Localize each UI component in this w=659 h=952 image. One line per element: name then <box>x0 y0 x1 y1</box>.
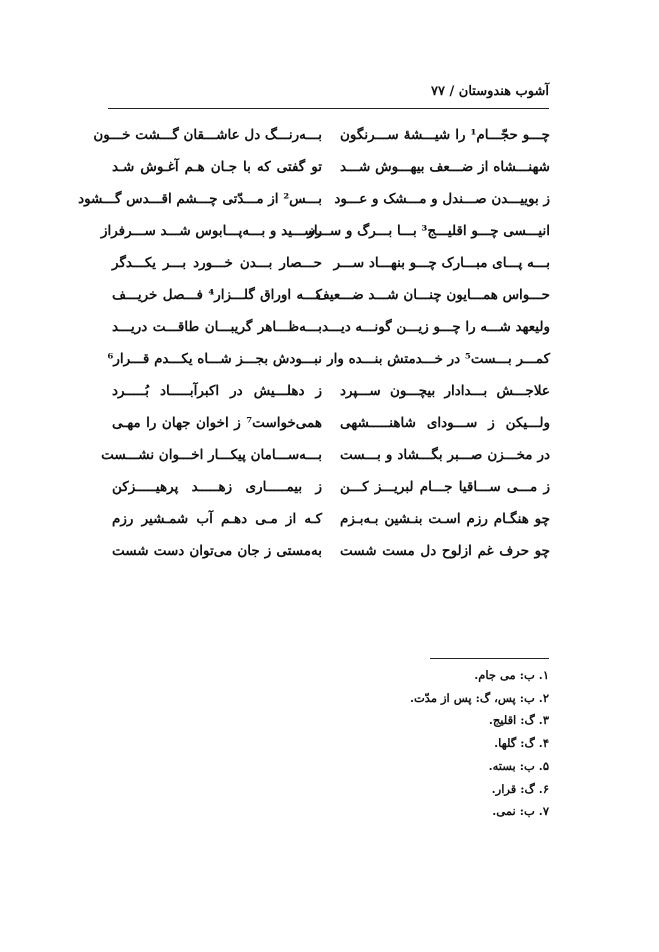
hemistich-second: رســـید و بـــه‌پـــابوس شـــد ســـرفراز <box>100 223 322 239</box>
couplet <box>0 312 659 342</box>
footnote: ۷. ب: نمی. <box>492 804 549 819</box>
hemistich-second: کـه از مـی دهـم آب شمـشیر رزم <box>112 511 322 527</box>
footnote: ۴. گ: گلها. <box>494 736 549 751</box>
hemistich-second: ز بیمـــــاری زهـــــد پرهیـــــزکن <box>112 479 322 495</box>
hemistich-first: چو هنگـام رزم اسـت بنـشین بـه‌بـزم <box>340 511 550 527</box>
hemistich-first: ز بوییـــدن صـــندل و مـــشک و عـــود <box>334 191 550 207</box>
hemistich-second: به‌مستی ز جان می‌توان دست شست <box>112 543 322 559</box>
couplet <box>0 184 659 214</box>
hemistich-second: بـــس² از مـــدّتی چـــشم اقـــدس گـــشود <box>78 191 322 207</box>
couplet <box>0 440 659 470</box>
hemistich-first: ز مـــی ســـاقیا جـــام لبریـــز کـــن <box>340 479 550 495</box>
hemistich-first: ولـــیکن ز ســـودای شاهنـــــشهی <box>340 415 550 431</box>
hemistich-first: چو حرف غم ازلوح دل مست شست <box>340 543 550 559</box>
hemistich-first: کمـــر بـــست⁵ در خـــدمتش بنـــده وار <box>327 351 550 367</box>
couplet <box>0 344 659 374</box>
hemistich-first: بـــه پـــای مبـــارک چـــو بنهـــاد ســـر <box>333 255 550 271</box>
couplet <box>0 472 659 502</box>
hemistich-first: در مخـــزن صـــبر بگـــشاد و بـــست <box>340 447 550 463</box>
page-header: آشوب هندوستان / ۷۷ <box>431 84 549 99</box>
hemistich-second: تو گفتی که با جـان هـم آغـوش شـد <box>112 159 322 175</box>
hemistich-second: حـــصار بـــدن خـــورد بـــر یکـــدگر <box>112 255 322 271</box>
hemistich-second: نبـــودش بجـــز شـــاه یکـــدم قـــرار⁶ <box>107 351 322 367</box>
footnote: ۶. گ: قرار. <box>491 781 549 796</box>
hemistich-first: ولیعهد شـــه را چـــو زیـــن گونـــه دیـــد <box>322 319 550 335</box>
hemistich-second: کـــه اوراق گلـــزار⁴ فـــصل خریـــف <box>112 287 322 303</box>
hemistich-second: همی‌خواست⁷ ز اخوان جهان را مهـی <box>112 415 322 431</box>
couplet <box>0 216 659 246</box>
hemistich-first: شهنـــشاه از ضـــعف بیهـــوش شـــد <box>340 159 550 175</box>
footnote: ۵. ب: بسته. <box>488 758 549 773</box>
hemistich-first: چـــو حجّـــام¹ را شیـــشهٔ ســـرنگون <box>340 127 550 143</box>
couplet <box>0 248 659 278</box>
hemistich-first: علاجـــش بـــدادار بیچـــون ســـپرد <box>340 383 550 399</box>
couplet <box>0 152 659 182</box>
couplet <box>0 504 659 534</box>
couplet <box>0 280 659 310</box>
header-divider <box>108 108 549 109</box>
couplet <box>0 120 659 150</box>
footnote: ۲. ب: پس، گ: پس از مدّت. <box>409 690 549 705</box>
footnotes <box>330 664 549 823</box>
hemistich-second: بـــه‌رنـــگ دل عاشـــقان گـــشت خـــون <box>93 127 322 143</box>
hemistich-first: حـــواس همـــایون چنـــان شـــد ضـــعیف <box>315 287 550 303</box>
footnote: ۳. گ: اقلیج. <box>488 713 549 728</box>
footnote-divider <box>430 658 549 659</box>
hemistich-first: انیـــسی چـــو اقلیـــج³ بـــا بـــرگ و ســـاز <box>307 223 550 239</box>
hemistich-second: ز دهلـــیش در اکبرآبـــــاد بُـــــرد <box>112 383 322 399</box>
hemistich-second: بـــه‌ظـــاهر گریبـــان طاقـــت دریـــد <box>112 319 322 335</box>
couplet <box>0 536 659 566</box>
couplet <box>0 408 659 438</box>
footnote: ۱. ب: می جام. <box>474 668 549 682</box>
couplet <box>0 376 659 406</box>
hemistich-second: بـــه‌ســـامان پیکـــار اخـــوان نشـــست <box>101 447 322 463</box>
